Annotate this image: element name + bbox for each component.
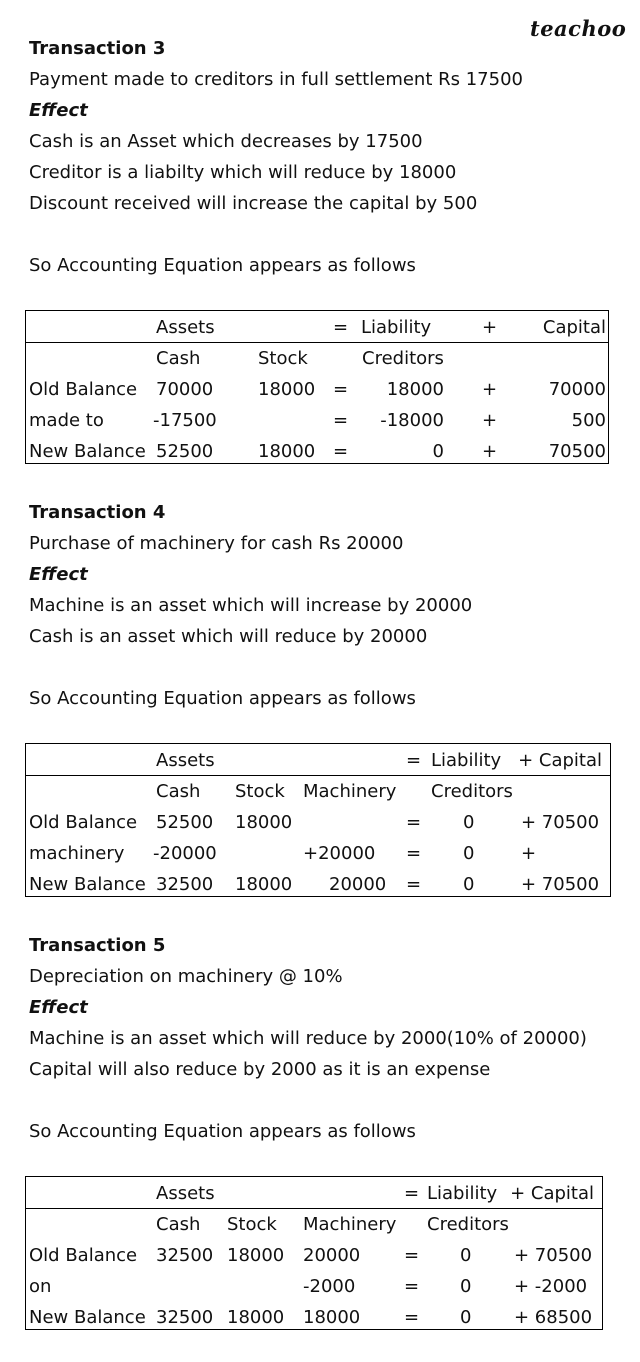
header-liability: Liability — [427, 1183, 498, 1204]
effect-label: Effect — [29, 564, 88, 585]
cell-equals: = — [404, 1307, 420, 1328]
teachoo-logo: teachoo — [530, 16, 627, 41]
header-liability: Liability — [361, 317, 432, 338]
cell-capital: 500 — [571, 410, 606, 431]
header-plus: + — [482, 317, 498, 338]
cell-capital: + -2000 — [514, 1276, 588, 1297]
header-assets: Assets — [156, 317, 215, 338]
cell-cash: 70000 — [156, 379, 214, 400]
header-assets: Assets — [156, 750, 215, 771]
cell-stock: 18000 — [235, 874, 293, 895]
cell-capital: 70000 — [548, 379, 606, 400]
cell-equals: = — [333, 441, 349, 462]
effect-line: Creditor is a liabilty which will reduce by 18000 — [29, 162, 457, 183]
cell-equals: = — [333, 410, 349, 431]
subheader-machinery: Machinery — [303, 1214, 397, 1235]
cell-equals: = — [404, 1276, 420, 1297]
cell-creditors: 18000 — [386, 379, 444, 400]
subheader-stock: Stock — [258, 348, 308, 369]
cell-creditors: 0 — [460, 1245, 472, 1266]
header-equals: = — [333, 317, 349, 338]
cell-capital: 70500 — [548, 441, 606, 462]
cell-stock: 18000 — [227, 1245, 285, 1266]
cell-creditors: 0 — [460, 1276, 472, 1297]
cell-plus: + — [482, 441, 498, 462]
cell-capital: + — [521, 843, 537, 864]
header-capital: Capital — [542, 317, 606, 338]
effect-label: Effect — [29, 997, 88, 1018]
cell-machinery: +20000 — [303, 843, 376, 864]
cell-machinery: -2000 — [303, 1276, 356, 1297]
effect-line: Machine is an asset which will increase by 20000 — [29, 595, 473, 616]
cell-cash: 32500 — [156, 1245, 214, 1266]
header-assets: Assets — [156, 1183, 215, 1204]
row-label: made to — [29, 410, 104, 431]
row-label: Old Balance — [29, 1245, 138, 1266]
cell-stock: 18000 — [227, 1307, 285, 1328]
cell-stock: 18000 — [258, 441, 316, 462]
cell-plus: + — [482, 379, 498, 400]
cell-capital: + 70500 — [521, 874, 600, 895]
cell-cash: 52500 — [156, 441, 214, 462]
section-description: Purchase of machinery for cash Rs 20000 — [29, 533, 404, 554]
subheader-cash: Cash — [156, 1214, 201, 1235]
summary-text: So Accounting Equation appears as follows — [29, 1121, 416, 1142]
cell-cash: -17500 — [153, 410, 217, 431]
subheader-stock: Stock — [227, 1214, 277, 1235]
header-equals: = — [406, 750, 422, 771]
header-liability: Liability — [431, 750, 502, 771]
summary-text: So Accounting Equation appears as follows — [29, 688, 416, 709]
cell-capital: + 70500 — [521, 812, 600, 833]
row-label: on — [29, 1276, 52, 1297]
cell-equals: = — [406, 843, 422, 864]
row-label: machinery — [29, 843, 125, 864]
cell-creditors: 0 — [463, 843, 475, 864]
subheader-creditors: Creditors — [431, 781, 513, 802]
cell-equals: = — [333, 379, 349, 400]
cell-creditors: 0 — [460, 1307, 472, 1328]
cell-cash: -20000 — [153, 843, 217, 864]
cell-cash: 32500 — [156, 1307, 214, 1328]
effect-line: Cash is an Asset which decreases by 17500 — [29, 131, 423, 152]
accounting-equation-table — [25, 743, 611, 897]
subheader-creditors: Creditors — [427, 1214, 509, 1235]
accounting-equation-table — [25, 310, 609, 464]
cell-creditors: -18000 — [380, 410, 444, 431]
cell-cash: 32500 — [156, 874, 214, 895]
cell-creditors: 0 — [463, 812, 475, 833]
cell-plus: + — [482, 410, 498, 431]
section-description: Depreciation on machinery @ 10% — [29, 966, 343, 987]
section-description: Payment made to creditors in full settlement Rs 17500 — [29, 69, 523, 90]
cell-machinery: 18000 — [303, 1307, 361, 1328]
effect-label: Effect — [29, 100, 88, 121]
header-capital: + Capital — [510, 1183, 594, 1204]
summary-text: So Accounting Equation appears as follows — [29, 255, 416, 276]
cell-machinery: 20000 — [329, 874, 387, 895]
section-heading: Transaction 4 — [29, 502, 166, 523]
cell-machinery: 20000 — [303, 1245, 361, 1266]
cell-equals: = — [404, 1245, 420, 1266]
row-label: New Balance — [29, 1307, 146, 1328]
section-heading: Transaction 3 — [29, 38, 166, 59]
effect-line: Discount received will increase the capital by 500 — [29, 193, 478, 214]
cell-equals: = — [406, 812, 422, 833]
header-equals: = — [404, 1183, 420, 1204]
cell-capital: + 70500 — [514, 1245, 593, 1266]
row-label: Old Balance — [29, 812, 138, 833]
effect-line: Machine is an asset which will reduce by 2000(10% of 20000) — [29, 1028, 587, 1049]
subheader-cash: Cash — [156, 781, 201, 802]
cell-cash: 52500 — [156, 812, 214, 833]
cell-creditors: 0 — [432, 441, 444, 462]
subheader-stock: Stock — [235, 781, 285, 802]
row-label: New Balance — [29, 441, 146, 462]
cell-creditors: 0 — [463, 874, 475, 895]
effect-line: Cash is an asset which will reduce by 20000 — [29, 626, 428, 647]
row-label: Old Balance — [29, 379, 138, 400]
cell-stock: 18000 — [258, 379, 316, 400]
cell-capital: + 68500 — [514, 1307, 593, 1328]
row-label: New Balance — [29, 874, 146, 895]
effect-line: Capital will also reduce by 2000 as it is an expense — [29, 1059, 491, 1080]
subheader-creditors: Creditors — [362, 348, 444, 369]
section-heading: Transaction 5 — [29, 935, 166, 956]
accounting-equation-table — [25, 1176, 603, 1330]
subheader-cash: Cash — [156, 348, 201, 369]
cell-equals: = — [406, 874, 422, 895]
subheader-machinery: Machinery — [303, 781, 397, 802]
header-capital: + Capital — [518, 750, 602, 771]
cell-stock: 18000 — [235, 812, 293, 833]
